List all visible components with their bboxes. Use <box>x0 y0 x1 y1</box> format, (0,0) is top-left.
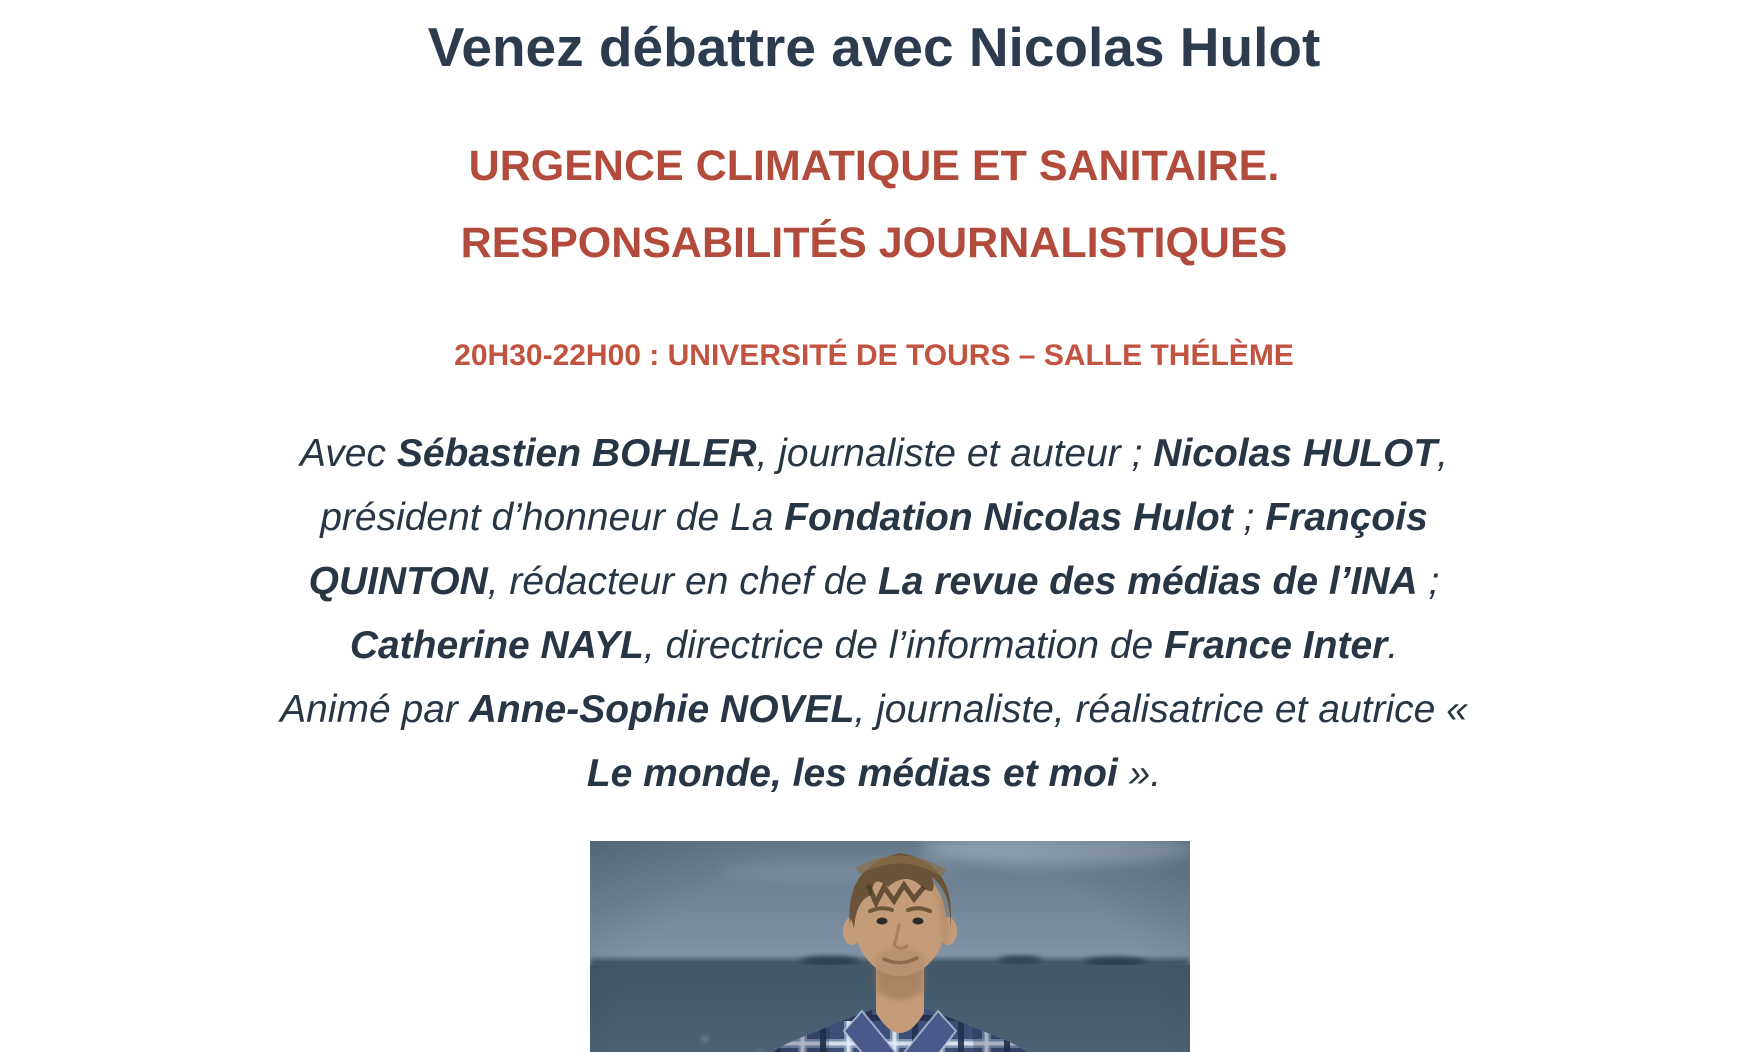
speakers-paragraph <box>74 422 1674 806</box>
event-heading-line1: URGENCE CLIMATIQUE ET SANITAIRE. <box>468 142 1280 190</box>
page-title: Venez débattre avec Nicolas Hulot <box>427 16 1321 78</box>
paragraph-line: QUINTON, rédacteur en chef de La revue des médias de l’INA ; <box>308 560 1440 603</box>
event-heading <box>0 128 1748 282</box>
paragraph-line: président d’honneur de La Fondation Nicolas Hulot ; François <box>320 496 1428 539</box>
paragraph-line: Avec Sébastien BOHLER, journaliste et auteur ; Nicolas HULOT, <box>299 432 1449 475</box>
photo-vignette <box>590 841 1190 1052</box>
schedule-line: 20H30-22H00 : UNIVERSITÉ DE TOURS – SALLE THÉLÈME <box>454 339 1294 372</box>
event-heading-line2: RESPONSABILITÉS JOURNALISTIQUES <box>460 219 1288 267</box>
paragraph-line: Animé par Anne-Sophie NOVEL, journaliste, réalisatrice et autrice « <box>280 688 1468 731</box>
photo-nicolas-hulot <box>590 841 1190 1052</box>
paragraph-line: Le monde, les médias et moi ». <box>586 752 1162 795</box>
paragraph-line: Catherine NAYL, directrice de l’information de France Inter. <box>349 624 1399 667</box>
portrait-photo-illustration <box>590 841 1190 1052</box>
